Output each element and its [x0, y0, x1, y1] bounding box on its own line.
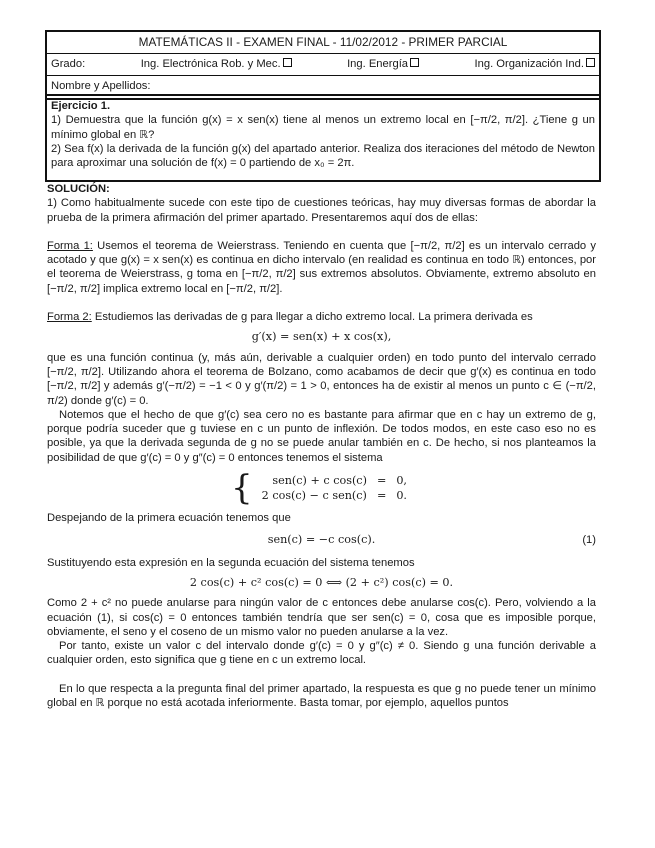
- checkbox-organizacion[interactable]: [586, 58, 595, 67]
- solution-body: [47, 182, 596, 710]
- paragraph-final: En lo que respecta a la pregunta final del primer apartado, la respuesta es que g no puede tener un mínimo global en ℝ porque no está acotada inferiormente. Basta tomar, por ejemplo, aquellos puntos: [47, 682, 596, 710]
- equation-1: sen(c) = −c cos(c).: [267, 533, 376, 547]
- equation-derivative: g′(x) = sen(x) + x cos(x),: [251, 330, 392, 344]
- ejercicio-box: [45, 94, 601, 182]
- solucion-intro: 1) Como habitualmente sucede con este tipo de cuestiones teóricas, hay muy diversas formas de abordar la prueba de la primera afirmación del primer apartado. Presentaremos aquí dos de ellas:: [47, 197, 596, 224]
- ejercicio-part2: 2) Sea f(x) la derivada de la función g(x) del apartado anterior. Realiza dos iteraciones del método de Newton para aproximar una solución de f(x) = 0 partiendo de x₀ = 2π.: [51, 142, 595, 170]
- forma1-label: Forma 1:: [47, 239, 93, 252]
- equation-1-row: [47, 533, 596, 547]
- checkbox-energia[interactable]: [410, 58, 419, 67]
- grado-option-organizacion-label: Ing. Organización Ind.: [474, 58, 584, 70]
- equation-1-number: (1): [582, 534, 596, 547]
- grado-option-electronica-label: Ing. Electrónica Rob. y Mec.: [140, 58, 281, 70]
- forma1-text: Usemos el teorema de Weierstrass. Teniendo en cuenta que [−π/2, π/2] es un intervalo cerrado y acotado y que g(x) = x sen(x) es continua en dicho intervalo (en realidad es continua en todo ℝ) entonces, por el teorema de Weierstrass, g toma en [−π/2, π/2] sus extremos absolutos. Obviamente, extremo absoluto en [−π/2, π/2] implica extremo local en [−π/2, π/2].: [47, 239, 596, 295]
- nombre-label: Nombre y Apellidos:: [51, 80, 151, 92]
- ejercicio-part1: 1) Demuestra que la función g(x) = x sen(x) tiene al menos un extremo local en [−π/2, π/2]. ¿Tiene g un mínimo global en ℝ?: [51, 114, 595, 141]
- system-lhs-1: sen(c) + c cos(c): [272, 474, 367, 488]
- system-table: [257, 473, 412, 503]
- paragraph-portanto: Por tanto, existe un valor c del intervalo donde g′(c) = 0 y g″(c) ≠ 0. Siendo g una función derivable a cualquier orden, esto significa que g tiene en c un extremo local.: [47, 640, 596, 667]
- paragraph-continua: que es una función continua (y, más aún, derivable a cualquier orden) en todo punto del intervalo cerrado [−π/2, π/2]. Utilizando ahora el teorema de Bolzano, como acabamos de decir que g′(x) es continua en todo [−π/2, π/2] y además g′(−π/2) = −1 < 0 y g′(π/2) = 1 > 0, entonces ha de existir al menos un punto c ∈ (−π/2, π/2) donde g′(c) = 0.: [47, 351, 596, 407]
- paragraph-sustituyendo: Sustituyendo esta expresión en la segunda ecuación del sistema tenemos: [47, 556, 415, 569]
- system-brace: {: [231, 468, 253, 509]
- paragraph-notemos: Notemos que el hecho de que g′(c) sea cero no es bastante para afirmar que en c hay un extremo de g, porque podría suceder que g tuviese en c un punto de inflexión. De todos modos, en este caso eso no es posible, ya que la derivada segunda de g no se puede anular también en c. De hecho, si nos planteamos la posibilidad de que g′(c) = 0 y g″(c) = 0 entonces tenemos el sistema: [47, 408, 596, 464]
- solucion-heading: SOLUCIÓN:: [47, 183, 110, 195]
- forma2-paragraph: [47, 310, 596, 324]
- system-lhs-2: 2 cos(c) − c sen(c): [261, 489, 367, 503]
- grado-row: [47, 54, 599, 76]
- grado-option-energia-label: Ing. Energía: [347, 58, 409, 70]
- paragraph-como: Como 2 + c² no puede anularse para ningún valor de c entonces debe anularse cos(c). Pero, volviendo a la ecuación (1), si cos(c) = 0 entonces también tendría que ser sen(c) = 0, cosa que es imposible porque, obviamente, el seno y el coseno de un mismo valor no pueden anularse a la vez.: [47, 597, 596, 638]
- equation-system: [47, 468, 596, 509]
- system-eq-2: =: [376, 489, 387, 503]
- forma2-text: Estudiemos las derivadas de g para llegar a dicho extremo local. La primera derivada es: [91, 311, 533, 324]
- grado-option-electronica[interactable]: [141, 54, 292, 75]
- system-rhs-1: 0,: [396, 474, 407, 488]
- system-rhs-2: 0.: [396, 489, 407, 503]
- forma1-paragraph: [47, 239, 596, 296]
- grado-label: Grado:: [51, 58, 86, 70]
- exam-title: MATEMÁTICAS II - EXAMEN FINAL - 11/02/2012 - PRIMER PARCIAL: [47, 32, 599, 54]
- equation-2: 2 cos(c) + c² cos(c) = 0 ⟺ (2 + c²) cos(c) = 0.: [189, 575, 454, 589]
- ejercicio-heading: Ejercicio 1.: [51, 100, 111, 112]
- grado-option-organizacion[interactable]: [475, 54, 595, 75]
- forma2-label: Forma 2:: [47, 311, 92, 324]
- system-eq-1: =: [376, 474, 387, 488]
- grado-option-energia[interactable]: [347, 54, 419, 75]
- exam-header-box: [45, 30, 601, 100]
- checkbox-electronica[interactable]: [283, 58, 292, 67]
- paragraph-despejando: Despejando de la primera ecuación tenemos que: [47, 512, 291, 525]
